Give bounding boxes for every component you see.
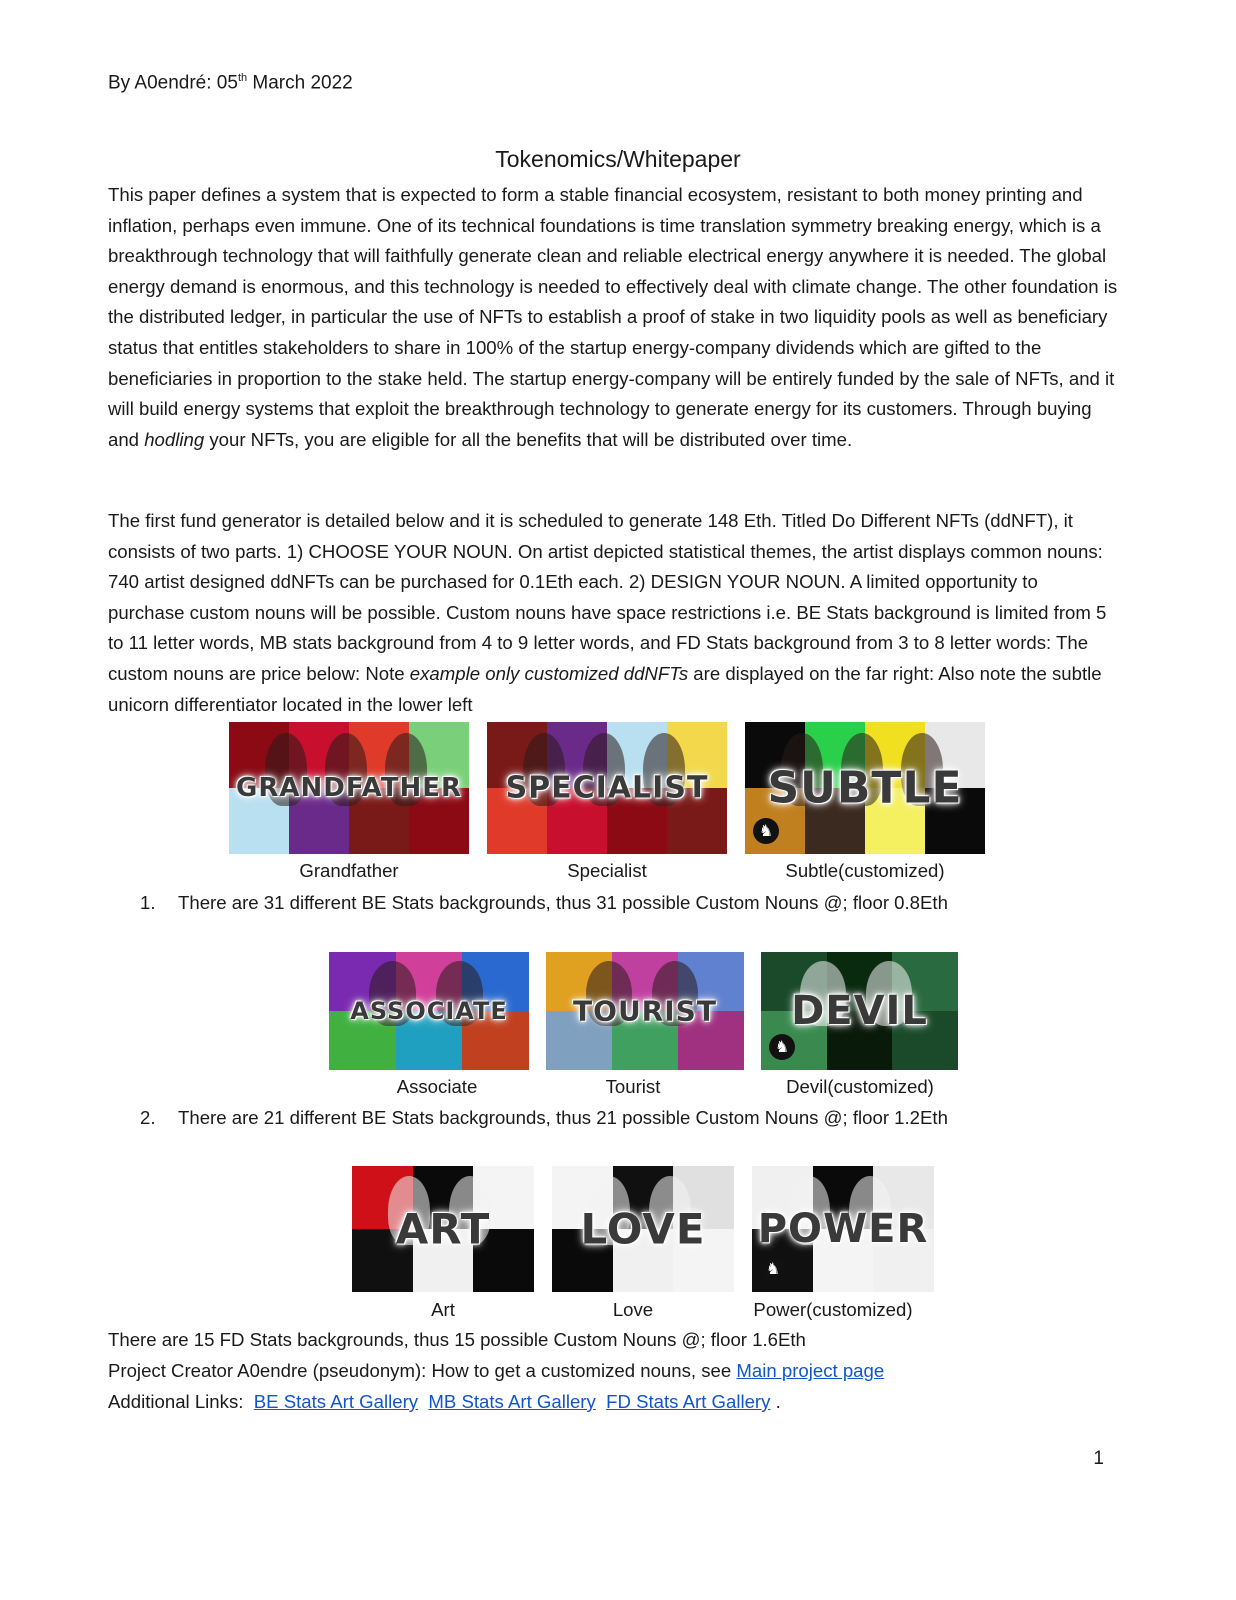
nft-tile-power: [752, 1166, 934, 1292]
tile-word: SUBTLE: [767, 762, 963, 814]
creator-line: Project Creator A0endre (pseudonym): How to get a customized nouns, see Main project page: [108, 1360, 885, 1381]
byline: By A0endré: 05th March 2022: [108, 72, 353, 94]
nft-tile-devil: [761, 952, 958, 1070]
nft-tile-grandfather: [229, 722, 469, 854]
caption-power: Power(customized): [753, 1299, 913, 1320]
tile-word: DEVIL: [791, 988, 928, 1034]
caption-tourist: Tourist: [605, 1076, 661, 1097]
tile-word: ASSOCIATE: [350, 997, 508, 1025]
caption-specialist: Specialist: [567, 860, 647, 881]
be-stats-gallery-link[interactable]: BE Stats Art Gallery: [253, 1391, 419, 1412]
caption-art: Art: [431, 1299, 455, 1320]
nft-tile-specialist: [487, 722, 727, 854]
caption-devil: Devil(customized): [786, 1076, 934, 1097]
tile-word: POWER: [757, 1206, 929, 1252]
caption-associate: Associate: [396, 1076, 478, 1097]
intro-paragraph: This paper defines a system that is expected to form a stable financial ecosystem, resistant to both money printing and inflation, perhaps even immune. One of its technical foundations is time translation symmetry breaking energy, which is a breakthrough technology that will faithfully generate clean and reliable electrical energy anywhere it is needed. The global energy demand is enormous, and this technology is needed to effectively deal with climate change. The other foundation is the distributed ledger, in particular the use of NFTs to establish a proof of stake in two liquidity pools as well as beneficiary status that entitles stakeholders to share in 100% of the startup energy-company dividends which are gifted to the beneficiaries in proportion to the stake held. The startup energy-company will be entirely funded by the sale of NFTs, and it will build energy systems that exploit the breakthrough technology to generate energy for its customers. Through buying and hodling your NFTs, you are eligible for all the benefits that will be distributed over time.: [108, 184, 1118, 450]
fd-stats-gallery-link[interactable]: FD Stats Art Gallery: [606, 1391, 771, 1412]
nft-tile-art: [352, 1166, 534, 1292]
main-project-link[interactable]: Main project page: [736, 1360, 885, 1381]
caption-subtle: Subtle(customized): [785, 860, 945, 881]
list-item-2: 2. There are 21 different BE Stats backgrounds, thus 21 possible Custom Nouns @; floor 1.2Eth: [140, 1107, 948, 1128]
tile-word: LOVE: [580, 1204, 706, 1254]
page-title: Tokenomics/Whitepaper: [495, 146, 741, 172]
mb-stats-gallery-link[interactable]: MB Stats Art Gallery: [428, 1391, 596, 1412]
nft-tile-subtle: [745, 722, 985, 854]
nft-tile-love: [552, 1166, 734, 1292]
page-number: 1: [1093, 1448, 1104, 1469]
additional-links-line: Additional Links: BE Stats Art Gallery MB Stats Art Gallery FD Stats Art Gallery .: [108, 1391, 781, 1412]
caption-grandfather: Grandfather: [299, 860, 399, 881]
unicorn-icon: ♞: [760, 1256, 786, 1282]
fund-paragraph: The first fund generator is detailed below and it is scheduled to generate 148 Eth. Titled Do Different NFTs (ddNFT), it consists of two parts. 1) CHOOSE YOUR NOUN. On artist depicted statistical themes, the artist displays common nouns: 740 artist designed ddNFTs can be purchased for 0.1Eth each. 2) DESIGN YOUR NOUN. A limited opportunity to purchase custom nouns will be possible. Custom nouns have space restrictions i.e. BE Stats background is limited from 5 to 11 letter words, MB stats background from 4 to 9 letter words, and FD Stats background from 3 to 8 letter words: The custom nouns are price below: Note example only customized ddNFTs are displayed on the far right: Also note the subtle unicorn differentiator located in the lower left: [108, 510, 1107, 715]
tile-word: SPECIALIST: [505, 770, 709, 806]
unicorn-icon: ♞: [753, 818, 779, 844]
nft-tile-associate: [329, 952, 529, 1070]
list-item-1: 1. There are 31 different BE Stats backgrounds, thus 31 possible Custom Nouns @; floor 0.8Eth: [140, 892, 948, 913]
caption-love: Love: [612, 1299, 654, 1320]
nft-tile-tourist: [546, 952, 744, 1070]
fd-stats-text: There are 15 FD Stats backgrounds, thus 15 possible Custom Nouns @; floor 1.6Eth: [108, 1329, 806, 1350]
tile-word: ART: [395, 1204, 491, 1254]
unicorn-icon: ♞: [769, 1034, 795, 1060]
tile-word: TOURIST: [573, 994, 717, 1028]
tile-word: GRANDFATHER: [236, 773, 462, 803]
